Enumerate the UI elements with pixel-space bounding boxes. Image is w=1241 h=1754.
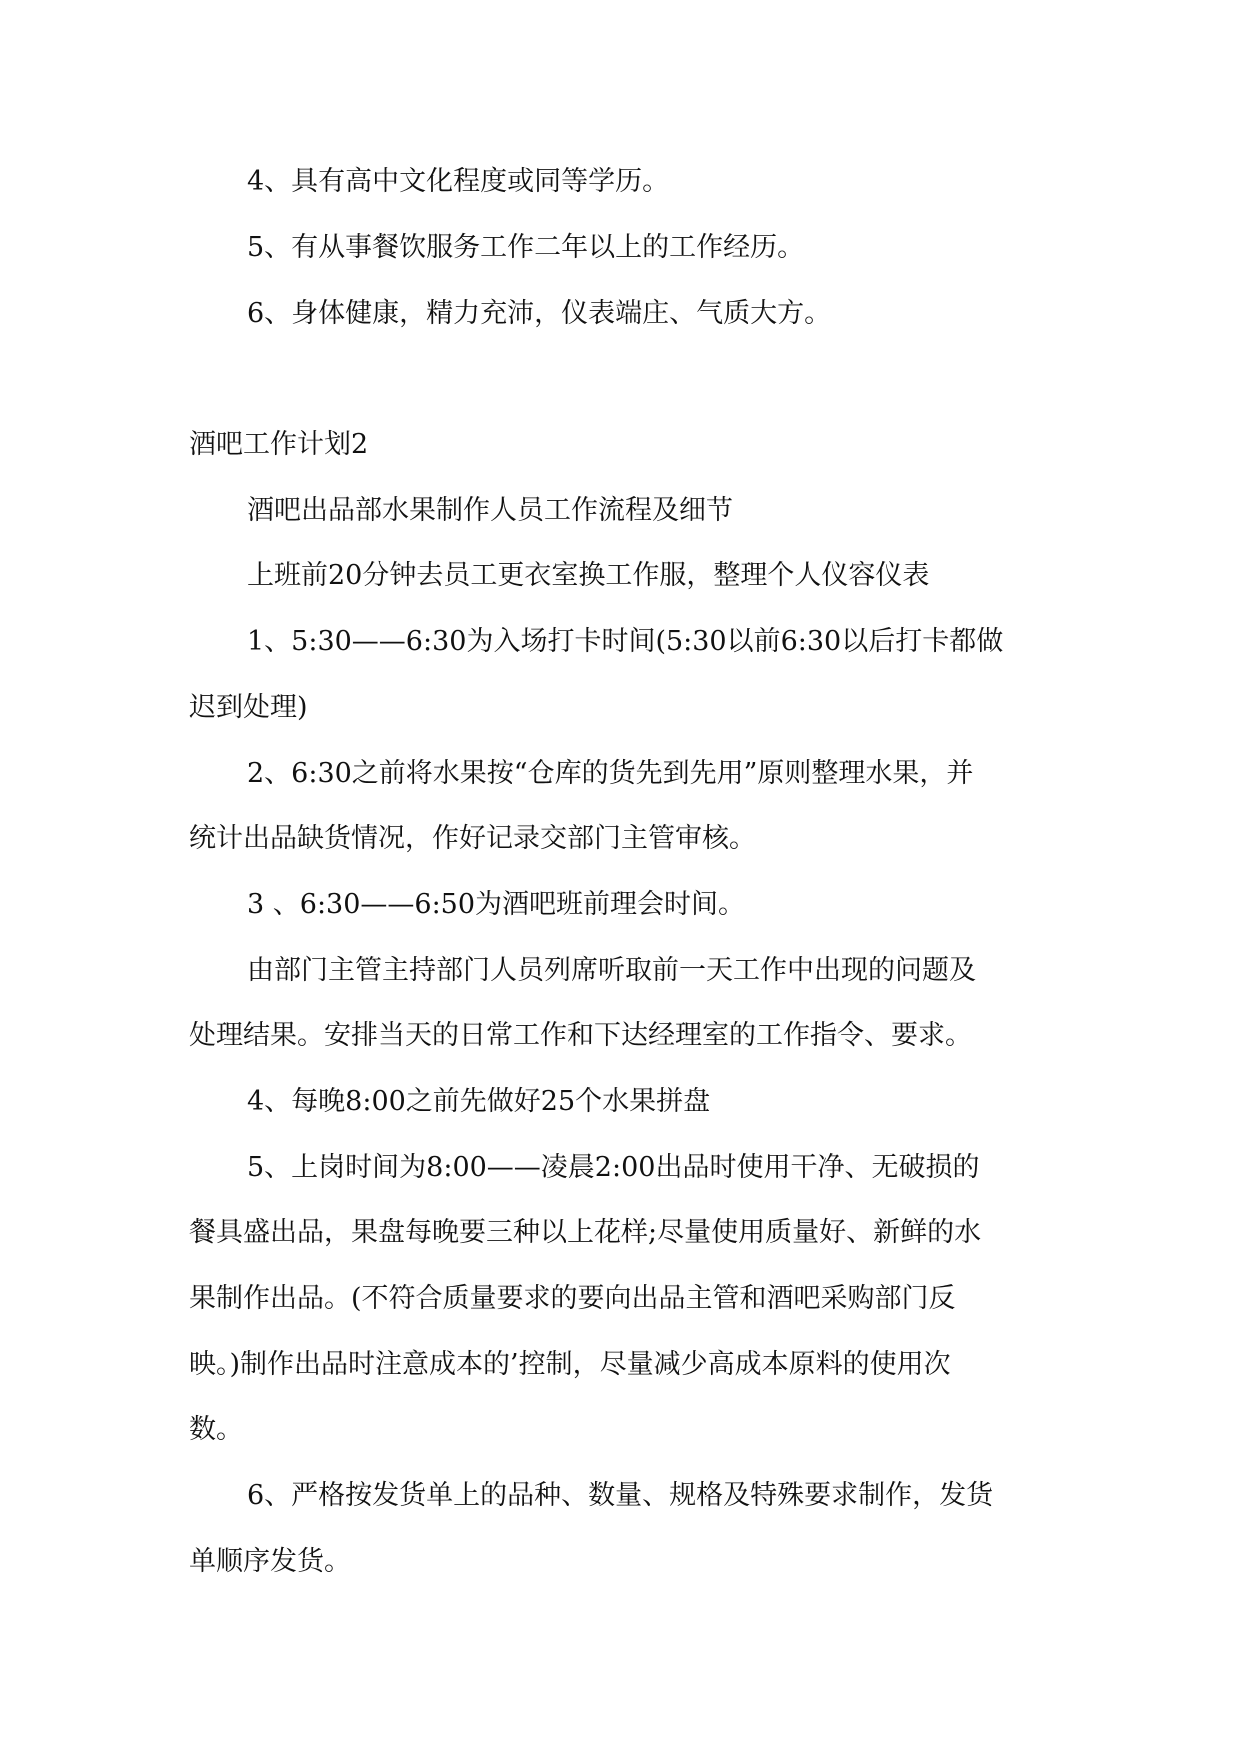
requirement-item-4: 4、具有高中文化程度或同等学历。 [247,166,670,197]
step-2-line-2: 统计出品缺货情况，作好记录交部门主管审核。 [189,823,756,854]
step-3-detail-line-2: 处理结果。安排当天的日常工作和下达经理室的工作指令、要求。 [189,1020,972,1051]
step-1-line-1: 1、5:30——6:30为入场打卡时间(5:30以前6:30以后打卡都做 [247,626,1004,657]
step-3-detail-line-1: 由部门主管主持部门人员列席听取前一天工作中出现的问题及 [247,955,976,986]
requirement-item-6: 6、身体健康，精力充沛，仪表端庄、气质大方。 [247,298,832,329]
intro-paragraph: 上班前20分钟去员工更衣室换工作服，整理个人仪容仪表 [247,560,930,591]
step-5-line-4: 映。)制作出品时注意成本的’控制，尽量减少高成本原料的使用次 [189,1349,951,1380]
step-5-line-1: 5、上岗时间为8:00——凌晨2:00出品时使用干净、无破损的 [247,1152,980,1183]
step-5-line-5: 数。 [189,1414,243,1445]
step-1-line-2: 迟到处理) [189,692,308,723]
step-2-line-1: 2、6:30之前将水果按“仓库的货先到先用”原则整理水果，并 [247,758,974,789]
step-4-line-1: 4、每晚8:00之前先做好25个水果拼盘 [247,1086,711,1117]
step-5-line-2: 餐具盛出品，果盘每晚要三种以上花样;尽量使用质量好、新鲜的水 [189,1217,982,1248]
step-5-line-3: 果制作出品。(不符合质量要求的要向出品主管和酒吧采购部门反 [189,1283,956,1314]
section-heading: 酒吧工作计划2 [189,429,369,460]
requirement-item-5: 5、有从事餐饮服务工作二年以上的工作经历。 [247,232,805,263]
step-6-line-1: 6、严格按发货单上的品种、数量、规格及特殊要求制作，发货 [247,1480,994,1511]
step-3-line-1: 3 、6:30——6:50为酒吧班前理会时间。 [247,889,746,920]
section-subtitle: 酒吧出品部水果制作人员工作流程及细节 [247,495,733,526]
step-6-line-2: 单顺序发货。 [189,1546,351,1577]
